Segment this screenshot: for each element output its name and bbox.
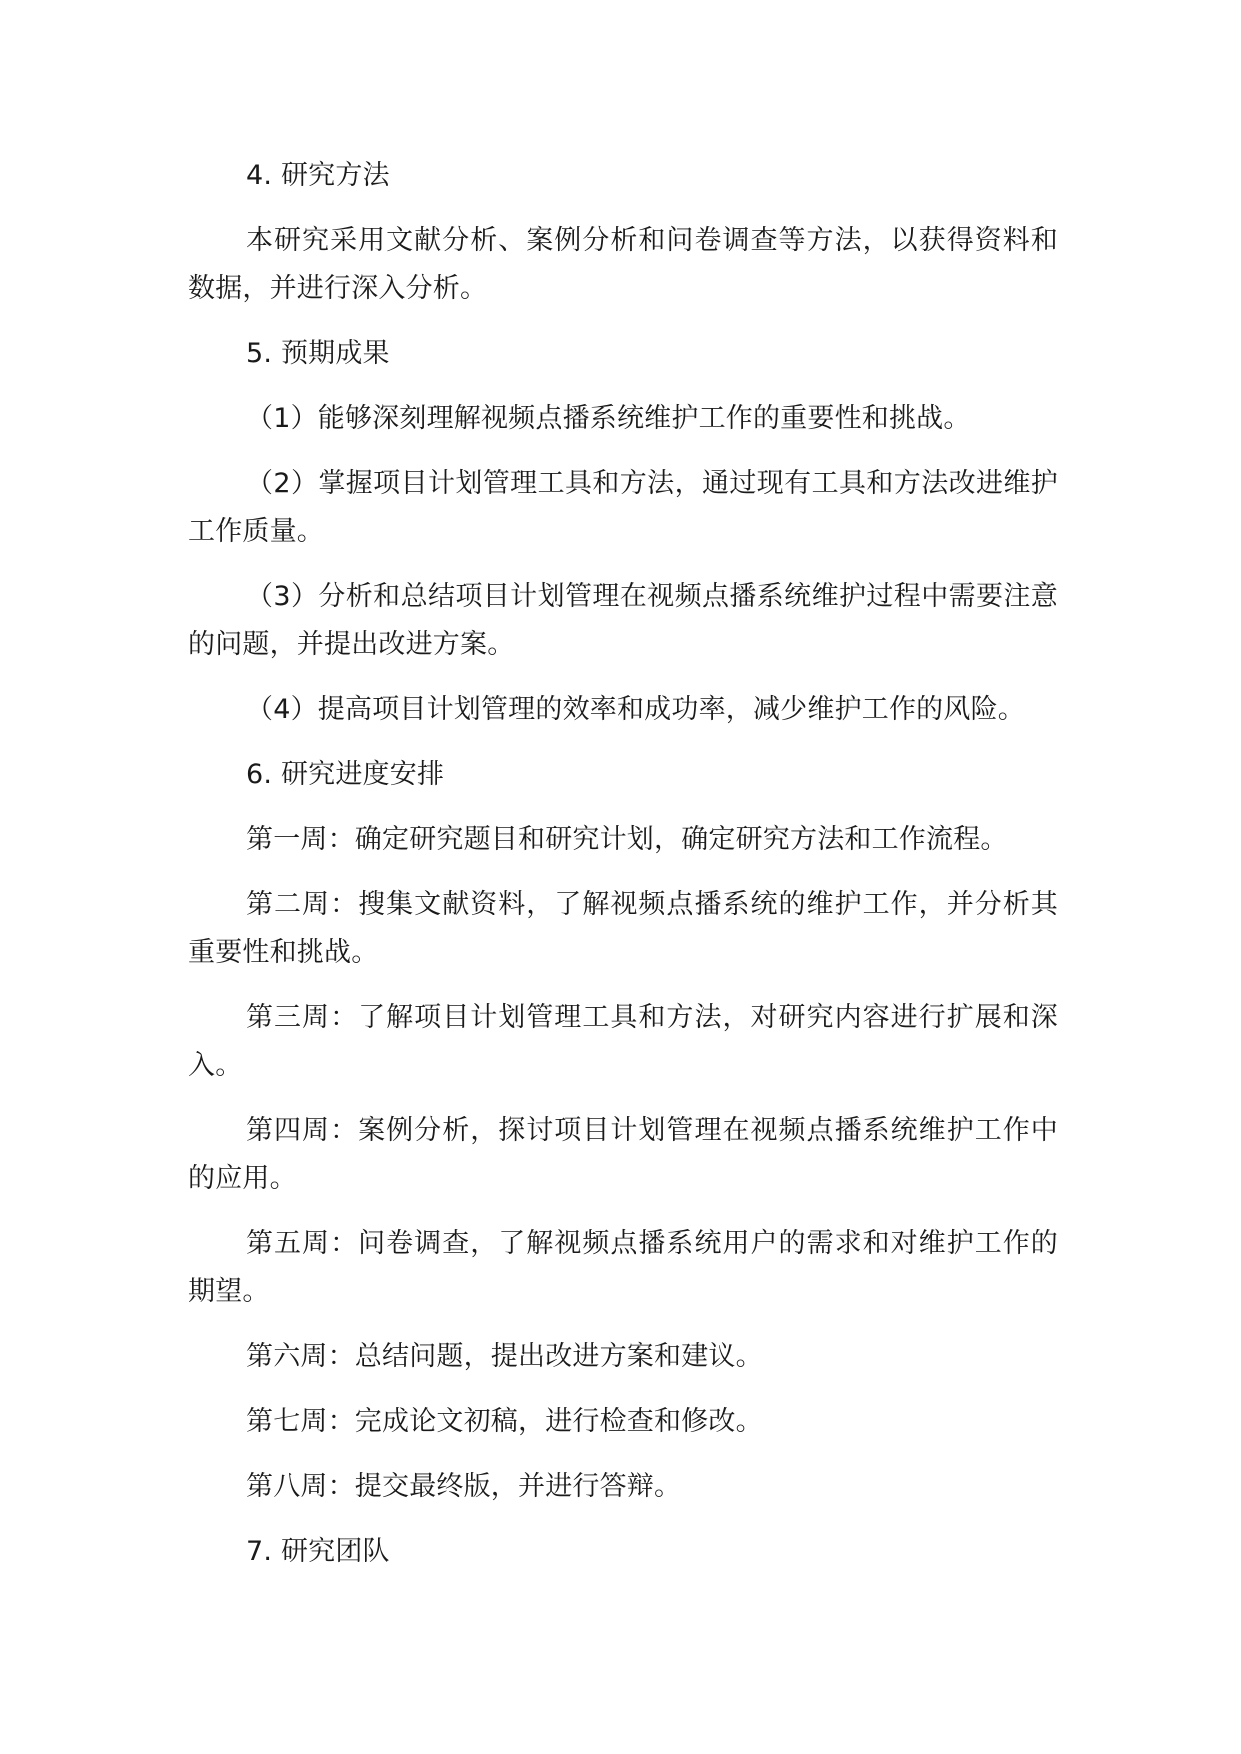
document-body [188, 152, 1058, 1576]
research-methods-text: 本研究采用文献分析、案例分析和问卷调查等方法，以获得资料和数据，并进行深入分析。 [188, 225, 1058, 304]
expected-result-item: （4）提高项目计划管理的效率和成功率，减少维护工作的风险。 [246, 694, 1025, 725]
expected-result-item: （1）能够深刻理解视频点播系统维护工作的重要性和挑战。 [246, 403, 971, 434]
schedule-item: 第八周：提交最终版，并进行答辩。 [246, 1471, 682, 1502]
schedule-item: 第五周：问卷调查，了解视频点播系统用户的需求和对维护工作的期望。 [188, 1228, 1058, 1307]
section-heading-expected-results: 5. 预期成果 [246, 338, 390, 369]
schedule-item: 第七周：完成论文初稿，进行检查和修改。 [246, 1406, 763, 1437]
schedule-item: 第四周：案例分析，探讨项目计划管理在视频点播系统维护工作中的应用。 [188, 1115, 1058, 1194]
schedule-item: 第六周：总结问题，提出改进方案和建议。 [246, 1341, 763, 1372]
schedule-item: 第二周：搜集文献资料，了解视频点播系统的维护工作，并分析其重要性和挑战。 [188, 889, 1058, 968]
expected-result-item: （3）分析和总结项目计划管理在视频点播系统维护过程中需要注意的问题，并提出改进方案。 [188, 581, 1058, 660]
schedule-item: 第一周：确定研究题目和研究计划，确定研究方法和工作流程。 [246, 824, 1008, 855]
schedule-item: 第三周：了解项目计划管理工具和方法，对研究内容进行扩展和深入。 [188, 1002, 1058, 1081]
section-heading-schedule: 6. 研究进度安排 [246, 759, 445, 790]
section-heading-research-methods: 4. 研究方法 [246, 160, 390, 191]
section-heading-research-team: 7. 研究团队 [246, 1536, 390, 1567]
expected-result-item: （2）掌握项目计划管理工具和方法，通过现有工具和方法改进维护工作质量。 [188, 468, 1058, 547]
